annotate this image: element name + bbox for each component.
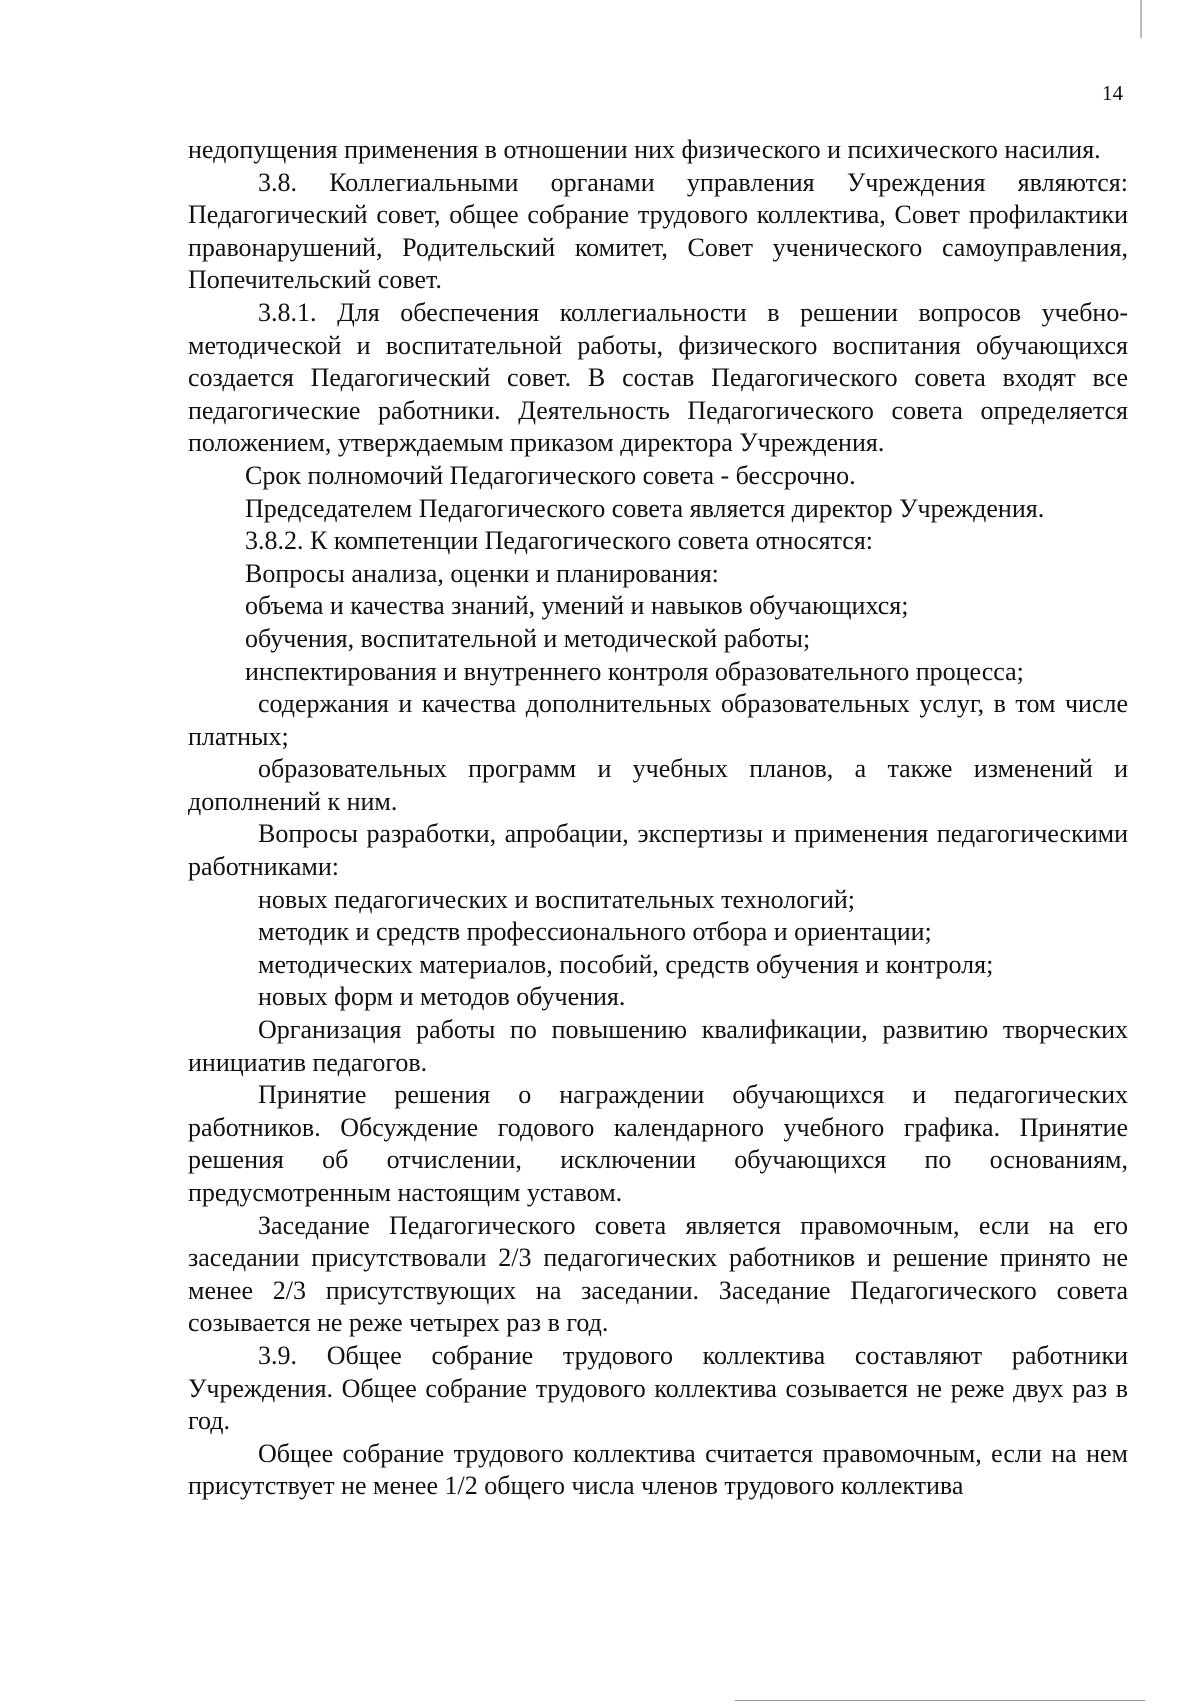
paragraph-3-8: 3.8. Коллегиальными органами управления Учреждения являются: Педагогический совет, общее собрание трудового коллектива, Совет профилактики правонарушений, Родительский комитет, Совет ученического самоуправления, Попечительский совет. xyxy=(188,167,1128,295)
paragraph-violence-prevention: недопущения применения в отношении них физического и психического насилия. xyxy=(188,135,1101,164)
list-item: инспектирования и внутреннего контроля образовательного процесса; xyxy=(245,656,1024,686)
paragraph-meeting-validity: Заседание Педагогического совета является правомочным, если на его заседании присутствовали 2/3 педагогических работников и решение принято не менее 2/3 присутствующих на заседании. Заседание Педагогического совета созывается не реже четырех раз в год. xyxy=(188,1210,1128,1338)
paragraph-3-8-1: 3.8.1. Для обеспечения коллегиальности в решении вопросов учебно-методической и воспитательной работы, физического воспитания обучающихся создается Педагогический совет. В состав Педагогического совета входят все педагогические работники. Деятельность Педагогического совета определяется положением, утверждаемым приказом директора Учреждения. xyxy=(188,297,1128,458)
list-item: методик и средств профессионального отбора и ориентации; xyxy=(258,917,932,947)
paragraph-qualification: Организация работы по повышению квалификации, развитию творческих инициатив педагогов. xyxy=(188,1015,1128,1077)
paragraph-3-8-2: 3.8.2. К компетенции Педагогического совета относятся: xyxy=(245,526,873,556)
list-item: образовательных программ и учебных планов, а также изменений и дополнений к ним. xyxy=(188,754,1128,816)
list-item: объема и качества знаний, умений и навыков обучающихся; xyxy=(245,591,909,621)
list-item: новых форм и методов обучения. xyxy=(258,982,626,1012)
list-heading-development: Вопросы разработки, апробации, экспертизы и применения педагогическими работниками: xyxy=(188,819,1128,882)
list-item: обучения, воспитательной и методической работы; xyxy=(245,623,811,653)
footer-rule xyxy=(735,1700,1145,1701)
list-item: методических материалов, пособий, средств обучения и контроля; xyxy=(258,949,994,979)
paragraph-general-meeting: Общее собрание трудового коллектива считается правомочным, если на нем присутствует не менее 1/2 общего числа членов трудового коллектива xyxy=(188,1438,1128,1501)
page-edge-line xyxy=(1140,0,1142,38)
list-heading-analysis: Вопросы анализа, оценки и планирования: xyxy=(245,558,719,588)
list-item: содержания и качества дополнительных образовательных услуг, в том числе платных; xyxy=(188,689,1128,751)
paragraph-3-9: 3.9. Общее собрание трудового коллектива составляют работники Учреждения. Общее собрание трудового коллектива созывается не реже двух раз в год. xyxy=(188,1340,1128,1436)
paragraph-term: Срок полномочий Педагогического совета - бессрочно. xyxy=(245,460,856,490)
page-number: 14 xyxy=(1102,81,1123,105)
list-item: новых педагогических и воспитательных технологий; xyxy=(258,884,855,914)
document-body xyxy=(188,134,1128,1503)
paragraph-chairman: Председателем Педагогического совета является директор Учреждения. xyxy=(245,493,1045,523)
paragraph-awards: Принятие решения о награждении обучающихся и педагогических работников. Обсуждение годового календарного учебного графика. Принятие решения об отчислении, исключении обучающихся по основаниям, предусмотренным настоящим уставом. xyxy=(188,1080,1128,1207)
